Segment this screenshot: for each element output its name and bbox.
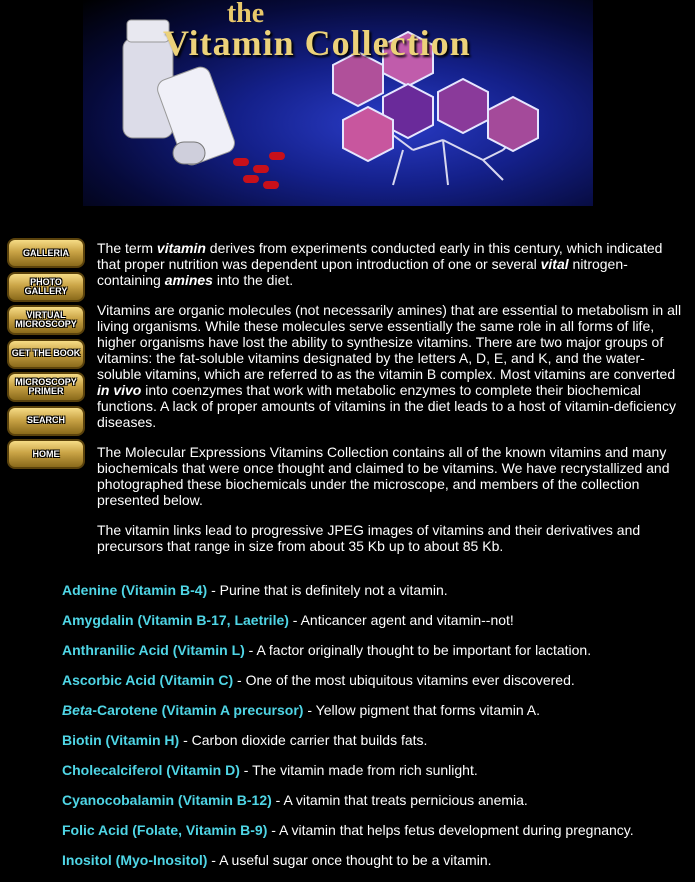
intro-paragraph-2 xyxy=(97,302,682,430)
vitamin-collection-banner xyxy=(83,0,593,206)
emphasis: vitamin xyxy=(156,240,206,256)
link-description: - A vitamin that treats pernicious anemia. xyxy=(271,792,528,808)
list-item xyxy=(62,582,692,612)
text: The term xyxy=(97,240,157,256)
link-description: - One of the most ubiquitous vitamins ever discovered. xyxy=(233,672,575,688)
intro-paragraph-4: The vitamin links lead to progressive JPEG images of vitamins and their derivatives and precursors that range in size from about 35 Kb up to about 85 Kb. xyxy=(97,522,641,554)
vitamin-link[interactable]: Amygdalin (Vitamin B-17, Laetrile) xyxy=(62,612,289,628)
link-description: - The vitamin made from rich sunlight. xyxy=(239,762,478,778)
vitamin-link[interactable]: Cyanocobalamin (Vitamin B-12) xyxy=(62,792,272,808)
list-item xyxy=(62,762,692,792)
vitamin-link[interactable]: Inositol (Myo-Inositol) xyxy=(62,852,208,868)
vitamin-link[interactable] xyxy=(62,702,303,718)
text: Vitamins are organic molecules (not necessarily amines) that are essential to metabolism in all living organisms. While these molecules serve essentially the same role in all forms of life, higher organisms have lost the ability to synthesize vitamins. There are two major groups of vitamins: the fat-soluble vitamins designated by the letters A, D, E, and K, and the water-soluble vitamins, which are referred to as the vitamin B complex. Most vitamins are converted xyxy=(97,302,682,382)
get-the-book-button[interactable]: GET THE BOOK xyxy=(7,339,85,369)
list-item xyxy=(62,612,692,642)
link-description: - Carbon dioxide carrier that builds fats. xyxy=(179,732,428,748)
vitamin-link[interactable]: Ascorbic Acid (Vitamin C) xyxy=(62,672,234,688)
intro-text xyxy=(97,240,682,568)
side-navigation xyxy=(7,238,87,473)
list-item xyxy=(62,642,692,672)
text: derives from experiments conducted early in this century, which indicated that proper nutrition was dependent upon introduction of one or several xyxy=(97,240,663,272)
intro-paragraph-3: The Molecular Expressions Vitamins Collection contains all of the known vitamins and many biochemicals that were once thought and claimed to be vitamins. We have recrystallized and photographed these biochemicals under the microscope, and members of the collection presented below. xyxy=(97,444,670,508)
red-capsule xyxy=(253,165,269,173)
text: nitrogen-containing xyxy=(97,256,628,288)
link-description: - Yellow pigment that forms vitamin A. xyxy=(303,702,541,718)
list-item xyxy=(62,822,692,852)
vitamin-link[interactable]: Cholecalciferol (Vitamin D) xyxy=(62,762,240,778)
red-capsule xyxy=(269,152,285,160)
list-item xyxy=(62,732,692,762)
list-item xyxy=(62,792,692,822)
list-item xyxy=(62,702,692,732)
vitamin-link[interactable]: Adenine (Vitamin B-4) xyxy=(62,582,208,598)
link-description: - Anticancer agent and vitamin--not! xyxy=(288,612,514,628)
red-capsule xyxy=(243,175,259,183)
link-name: -Carotene (Vitamin A precursor) xyxy=(92,702,304,718)
link-description: - Purine that is definitely not a vitamin. xyxy=(207,582,448,598)
emphasis: vital xyxy=(540,256,569,272)
banner-title: Vitamin Collection xyxy=(163,23,471,63)
red-capsule xyxy=(233,158,249,166)
red-capsule xyxy=(263,181,279,189)
home-button[interactable]: HOME xyxy=(7,439,85,469)
link-description: - A vitamin that helps fetus development during pregnancy. xyxy=(267,822,634,838)
link-italic-prefix: Beta xyxy=(62,702,93,718)
search-button[interactable]: SEARCH xyxy=(7,406,85,436)
list-item xyxy=(62,672,692,702)
photo-gallery-button[interactable]: PHOTO GALLERY xyxy=(7,272,85,302)
vitamin-link-list xyxy=(62,582,692,882)
text: into coenzymes that work with metabolic enzymes to complete their biochemical functions. A lack of proper amounts of vitamins in the diet leads to a host of vitamin-deficiency diseases. xyxy=(97,382,676,430)
intro-paragraph-1 xyxy=(97,240,682,288)
microscopy-primer-button[interactable]: MICROSCOPY PRIMER xyxy=(7,372,85,402)
vitamin-link[interactable]: Folic Acid (Folate, Vitamin B-9) xyxy=(62,822,268,838)
galleria-button[interactable]: GALLERIA xyxy=(7,238,85,268)
virtual-microscopy-button[interactable]: VIRTUAL MICROSCOPY xyxy=(7,305,85,335)
emphasis: in vivo xyxy=(97,382,142,398)
link-description: - A factor originally thought to be important for lactation. xyxy=(244,642,592,658)
vitamin-link[interactable]: Anthranilic Acid (Vitamin L) xyxy=(62,642,245,658)
vitamin-link[interactable]: Biotin (Vitamin H) xyxy=(62,732,180,748)
emphasis: amines xyxy=(164,272,213,288)
text: into the diet. xyxy=(212,272,294,288)
banner-the: the xyxy=(226,0,265,29)
link-description: - A useful sugar once thought to be a vitamin. xyxy=(207,852,492,868)
